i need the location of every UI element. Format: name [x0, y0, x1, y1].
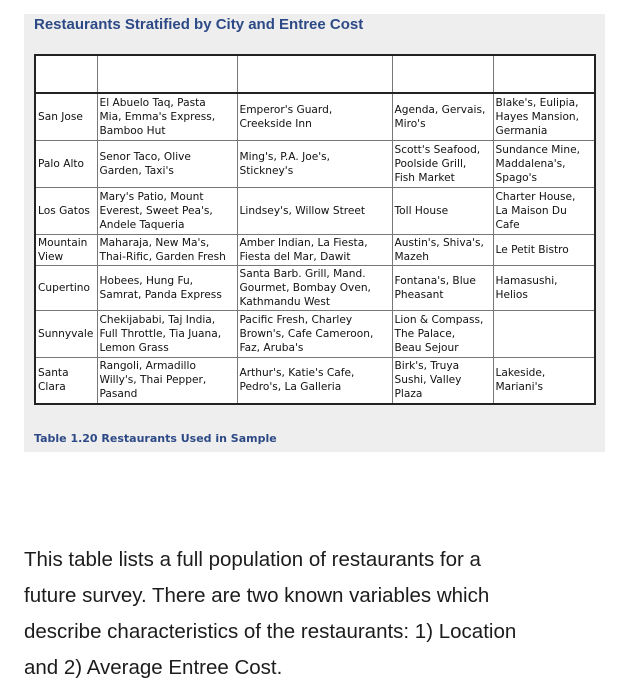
cell-line: Germania — [495, 124, 548, 137]
cell-line: Sushi, Valley — [394, 374, 462, 387]
paragraph-line: and 2) Average Entree Cost. — [24, 656, 283, 679]
cell-line: Faz, Aruba's — [239, 341, 304, 354]
cell-under-10 — [97, 93, 237, 140]
cell-line: Maddalena's, — [495, 157, 566, 170]
cell-line: View — [38, 250, 64, 263]
cell-line: Brown's, Cafe Cameroon, — [239, 327, 374, 340]
cell-line: Pedro's, La Galleria — [239, 381, 342, 394]
cell-city — [35, 187, 97, 234]
table-title: Restaurants Stratified by City and Entree Cost — [34, 16, 364, 33]
cell-line: Le Petit Bistro — [495, 243, 569, 256]
cell-line: Samrat, Panda Express — [99, 288, 222, 301]
cell-line: La Maison Du — [495, 204, 567, 217]
cell-line: Hamasushi, — [495, 274, 558, 287]
cell-line: Kathmandu West — [239, 295, 330, 308]
cell-15-to-20 — [392, 187, 493, 234]
cell-line: Emperor's Guard, — [239, 103, 333, 116]
cell-line: Scott's Seafood, — [394, 143, 481, 156]
cell-line: Mazeh — [394, 250, 429, 263]
cell-15-to-20 — [392, 265, 493, 310]
cell-line: Chekijababi, Taj India, — [99, 313, 216, 326]
cell-line: Lindsey's, Willow Street — [239, 204, 366, 217]
cell-line: Pacific Fresh, Charley — [239, 313, 353, 326]
cell-under-10 — [97, 265, 237, 310]
cell-line: Full Throttle, Tia Juana, — [99, 327, 222, 340]
cell-city — [35, 357, 97, 404]
cell-over-20 — [493, 310, 595, 357]
cell-line: Senor Taco, Olive — [99, 150, 191, 163]
cell-line: Pheasant — [394, 288, 444, 301]
cell-over-20 — [493, 140, 595, 187]
cell-under-10 — [97, 234, 237, 265]
cell-line: Thai-Rific, Garden Fresh — [99, 250, 226, 263]
cell-line: Santa Barb. Grill, Mand. — [239, 267, 366, 280]
cell-line: Clara — [38, 381, 66, 394]
cell-line: Mia, Emma's Express, — [99, 110, 216, 123]
table-figure — [24, 14, 605, 452]
cell-line: Austin's, Shiva's, — [394, 236, 484, 249]
cell-line: Mountain — [38, 236, 88, 249]
cell-line: Agenda, Gervais, — [394, 103, 486, 116]
cell-over-20 — [493, 234, 595, 265]
header-10-to-15 — [237, 55, 392, 93]
table-row — [35, 357, 595, 404]
cell-10-to-15 — [237, 187, 392, 234]
table-row — [35, 234, 595, 265]
cell-line: Bamboo Hut — [99, 124, 166, 137]
paragraph-line: describe characteristics of the restaurants: 1) Location — [24, 620, 517, 643]
cell-line: Charter House, — [495, 190, 576, 203]
cell-15-to-20 — [392, 93, 493, 140]
cell-over-20 — [493, 93, 595, 140]
cell-line: Miro's — [394, 117, 426, 130]
cell-line: Mariani's — [495, 381, 544, 394]
cell-line: San Jose — [38, 110, 83, 123]
table-caption: Table 1.20 Restaurants Used in Sample — [34, 432, 277, 445]
cell-10-to-15 — [237, 357, 392, 404]
cell-line: Ming's, P.A. Joe's, — [239, 150, 331, 163]
cell-over-20 — [493, 357, 595, 404]
cell-line: Sundance Mine, — [495, 143, 580, 156]
cell-line: Hobees, Hung Fu, — [99, 274, 194, 287]
cell-15-to-20 — [392, 357, 493, 404]
cell-line: Fontana's, Blue — [394, 274, 476, 287]
cell-line: Everest, Sweet Pea's, — [99, 204, 213, 217]
cell-line: Cafe — [495, 218, 520, 231]
cell-city — [35, 265, 97, 310]
paragraph-line: This table lists a full population of restaurants for a — [24, 548, 481, 571]
header-entree-cost — [35, 55, 97, 93]
header-under-10 — [97, 55, 237, 93]
table-row — [35, 187, 595, 234]
cell-15-to-20 — [392, 310, 493, 357]
cell-line: Lion & Compass, — [394, 313, 484, 326]
table-row — [35, 310, 595, 357]
paragraph-line: future survey. There are two known variables which — [24, 584, 490, 607]
table-row — [35, 265, 595, 310]
cell-line: Gourmet, Bombay Oven, — [239, 281, 371, 294]
cell-line: Cupertino — [38, 281, 91, 294]
table-row — [35, 93, 595, 140]
cell-over-20 — [493, 187, 595, 234]
description-paragraph — [24, 542, 614, 686]
cell-line: Palo Alto — [38, 157, 85, 170]
cell-line: Birk's, Truya — [394, 360, 460, 373]
header-over-20 — [493, 55, 595, 93]
cell-line: Beau Sejour — [394, 341, 459, 354]
table-row — [35, 140, 595, 187]
cell-over-20 — [493, 265, 595, 310]
cell-city — [35, 310, 97, 357]
cell-city — [35, 234, 97, 265]
cell-line: Plaza — [394, 388, 423, 401]
cell-line: Andele Taqueria — [99, 218, 185, 231]
cell-line: El Abuelo Taq, Pasta — [99, 96, 206, 109]
cell-line: Spago's — [495, 171, 538, 184]
cell-line: Stickney's — [239, 164, 294, 177]
cell-10-to-15 — [237, 265, 392, 310]
cell-line: Sunnyvale — [38, 327, 94, 340]
cell-line: Poolside Grill, — [394, 157, 467, 170]
cell-10-to-15 — [237, 310, 392, 357]
cell-under-10 — [97, 310, 237, 357]
cell-line: Helios — [495, 288, 528, 301]
cell-under-10 — [97, 140, 237, 187]
cell-city — [35, 140, 97, 187]
cell-line: Lakeside, — [495, 367, 546, 380]
cell-line: Blake's, Eulipia, — [495, 96, 579, 109]
cell-line: Santa — [38, 367, 69, 380]
cell-line: Mary's Patio, Mount — [99, 190, 204, 203]
cell-city — [35, 93, 97, 140]
cell-line: Pasand — [99, 388, 138, 401]
cell-line: Amber Indian, La Fiesta, — [239, 236, 368, 249]
cell-line: Garden, Taxi's — [99, 164, 174, 177]
cell-line: Fish Market — [394, 171, 455, 184]
cell-line: Fiesta del Mar, Dawit — [239, 250, 351, 263]
cell-line: The Palace, — [394, 327, 456, 340]
cell-under-10 — [97, 187, 237, 234]
cell-15-to-20 — [392, 140, 493, 187]
restaurants-table — [34, 54, 596, 405]
cell-line: Creekside Inn — [239, 117, 312, 130]
cell-line: Willy's, Thai Pepper, — [99, 374, 207, 387]
cell-line: Lemon Grass — [99, 341, 169, 354]
cell-line: Rangoli, Armadillo — [99, 360, 196, 373]
header-15-to-20 — [392, 55, 493, 93]
cell-line: Hayes Mansion, — [495, 110, 580, 123]
cell-line: Maharaja, New Ma's, — [99, 236, 210, 249]
cell-10-to-15 — [237, 234, 392, 265]
cell-under-10 — [97, 357, 237, 404]
cell-line: Los Gatos — [38, 204, 90, 217]
cell-10-to-15 — [237, 140, 392, 187]
cell-line: Toll House — [394, 204, 449, 217]
cell-15-to-20 — [392, 234, 493, 265]
cell-line: Arthur's, Katie's Cafe, — [239, 367, 355, 380]
cell-10-to-15 — [237, 93, 392, 140]
header-row — [35, 55, 595, 93]
